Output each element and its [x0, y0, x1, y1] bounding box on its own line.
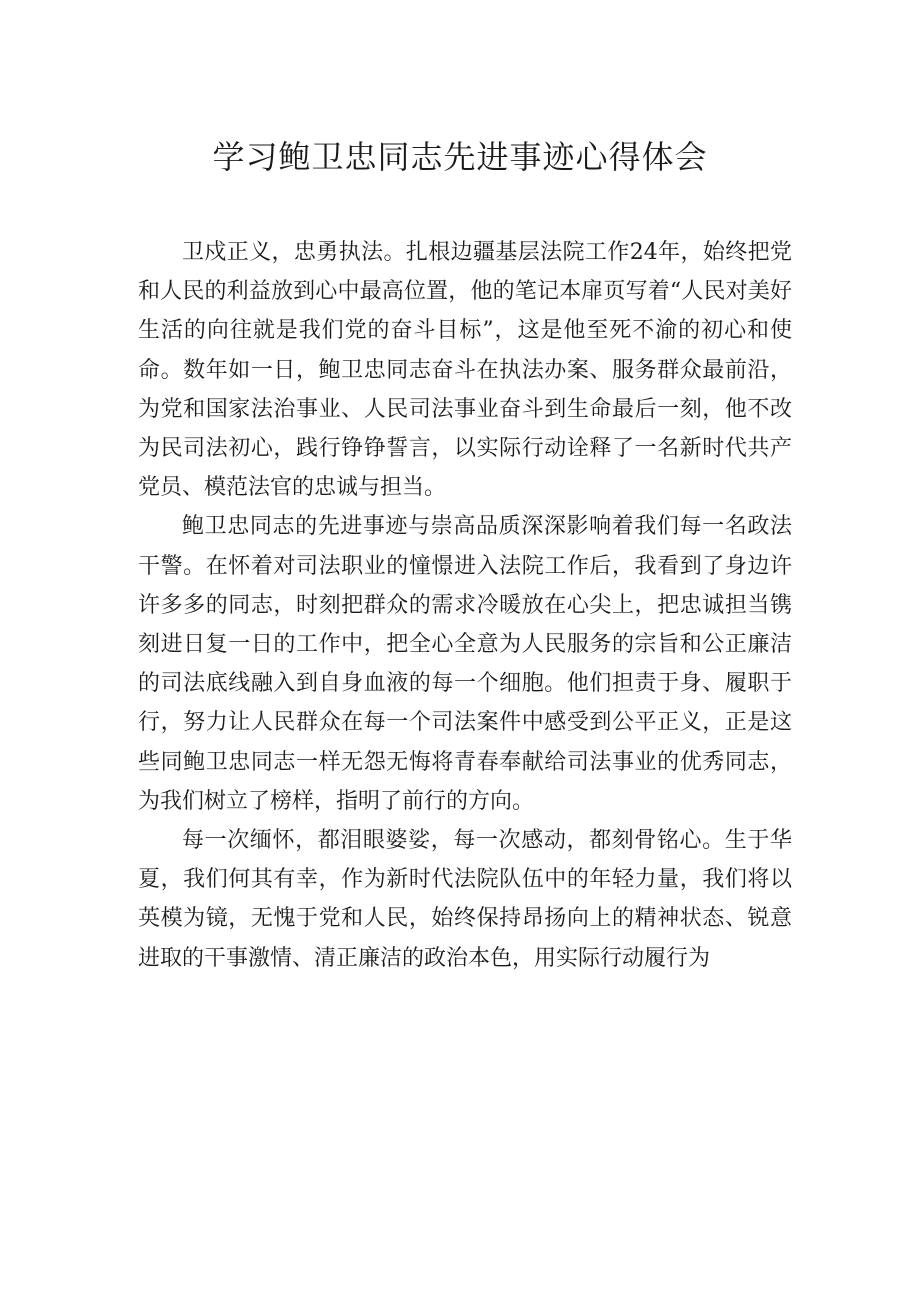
- document-title: 学习鲍卫忠同志先进事迹心得体会: [212, 138, 708, 176]
- paragraph-1: 卫戍正义，忠勇执法。扎根边疆基层法院工作24年，始终把党和人民的利益放到心中最高位置，他的笔记本扉页写着“人民对美好生活的向往就是我们党的奋斗目标”，这是他至死不渝的初心和使命。数年如一日，鲍卫忠同志奋斗在执法办案、服务群众最前沿，为党和国家法治事业、人民司法事业奋斗到生命最后一刻，他不改为民司法初心，践行铮铮誓言，以实际行动诠释了一名新时代共产党员、模范法官的忠诚与担当。: [138, 240, 792, 501]
- paragraph-2: 鲍卫忠同志的先进事迹与崇高品质深深影响着我们每一名政法干警。在怀着对司法职业的憧憬进入法院工作后，我看到了身边许许多多的同志，时刻把群众的需求冷暖放在心尖上，把忠诚担当镌刻进日复一日的工作中，把全心全意为人民服务的宗旨和公正廉洁的司法底线融入到自身血液的每一个细胞。他们担责于身、履职于行，努力让人民群众在每一个司法案件中感受到公平正义，正是这些同鲍卫忠同志一样无怨无悔将青春奉献给司法事业的优秀同志，为我们树立了榜样，指明了前行的方向。: [138, 514, 792, 814]
- paragraph-3: 每一次缅怀，都泪眼婆娑，每一次感动，都刻骨铭心。生于华夏，我们何其有幸，作为新时代法院队伍中的年轻力量，我们将以英模为镜，无愧于党和人民，始终保持昂扬向上的精神状态、锐意进取的干事激情、清正廉洁的政治本色，用实际行动履行为: [138, 828, 792, 971]
- document-body: [138, 233, 792, 978]
